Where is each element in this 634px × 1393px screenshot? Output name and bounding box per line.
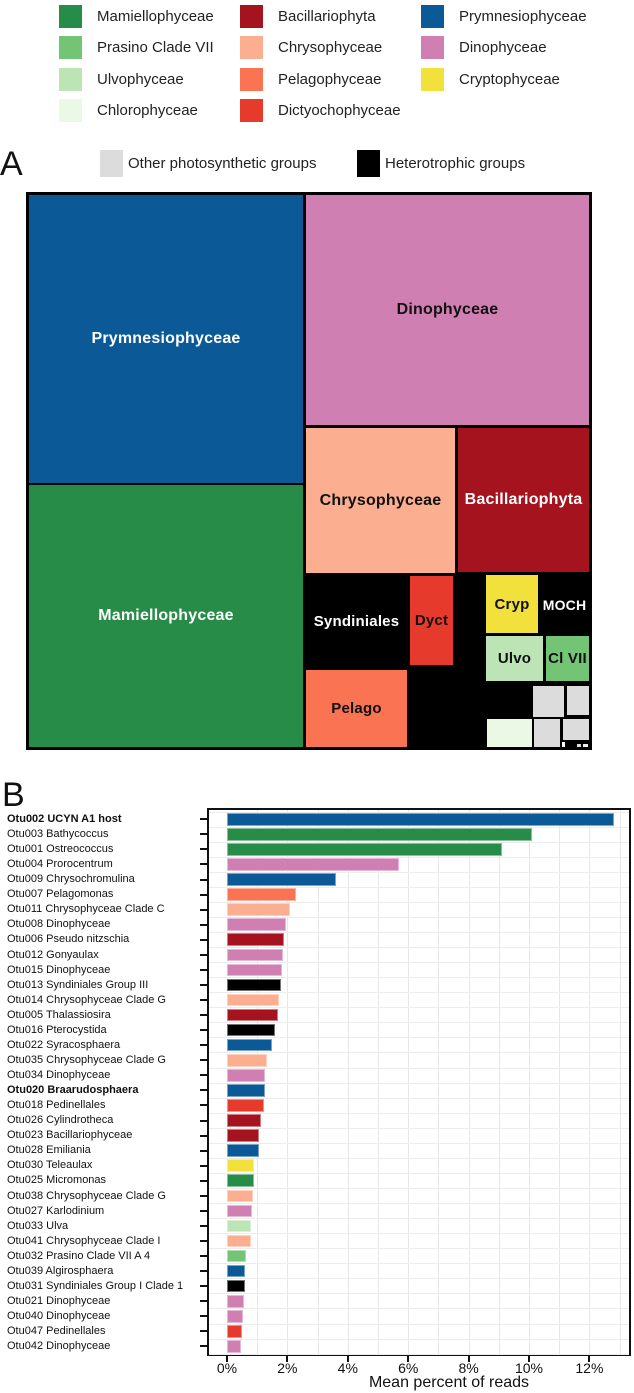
bar-otu025 (227, 1174, 254, 1187)
treemap-panel-a (26, 192, 592, 750)
legend-item-label: Chrysophyceae (278, 39, 383, 57)
y-axis-tick (200, 1330, 207, 1332)
y-axis-tick (200, 1255, 207, 1257)
bar-row-label: Otu041 Chrysophyceae Clade I (7, 1234, 161, 1247)
bar-otu030 (227, 1159, 254, 1172)
legend-item (421, 36, 587, 59)
bar-otu013 (227, 979, 281, 992)
legend-swatch (240, 5, 263, 28)
bar-otu020 (227, 1084, 265, 1097)
gridline-horizontal (209, 1098, 629, 1099)
legend-item-label: Other photosynthetic groups (128, 154, 317, 172)
bar-otu039 (227, 1265, 245, 1278)
bar-row-label: Otu023 Bacillariophyceae (7, 1129, 133, 1142)
treemap-cell-label: Mamiellophyceae (98, 607, 234, 624)
gridline-horizontal (209, 1068, 629, 1069)
y-axis-tick (200, 1044, 207, 1046)
bar-row-label: Otu004 Prorocentrum (7, 858, 113, 871)
treemap-cell-label: Cl VII (548, 650, 587, 667)
treemap-cell-cl-vii (546, 636, 589, 681)
panel-a-label: A (0, 145, 23, 183)
bar-otu041 (227, 1235, 251, 1248)
treemap-cell-moch (540, 575, 589, 635)
gridline-horizontal (209, 1248, 629, 1249)
y-axis-tick (200, 1180, 207, 1182)
legend-swatch (240, 68, 263, 91)
y-axis-tick (200, 1345, 207, 1347)
bar-otu035 (227, 1054, 267, 1067)
bar-row-label: Otu042 Dinophyceae (7, 1340, 111, 1353)
treemap-cell-other-2 (567, 686, 589, 715)
bar-row-label: Otu034 Dinophyceae (7, 1069, 111, 1082)
legend-swatch (421, 68, 444, 91)
y-axis-tick (200, 1195, 207, 1197)
gridline-horizontal (209, 1324, 629, 1325)
y-axis-tick (200, 1074, 207, 1076)
treemap-cell-cryp (486, 575, 538, 633)
gridline-horizontal (209, 1233, 629, 1234)
bar-otu012 (227, 949, 283, 962)
bar-row-label: Otu026 Cylindrotheca (7, 1114, 114, 1127)
bar-otu023 (227, 1129, 259, 1142)
legend-item (240, 5, 421, 28)
legend-swatch (59, 68, 82, 91)
bar-row-label: Otu014 Chrysophyceae Clade G (7, 993, 166, 1006)
bar-otu033 (227, 1220, 251, 1233)
x-axis-tick-label: 0% (216, 1360, 238, 1376)
gridline-horizontal (209, 1339, 629, 1340)
treemap-cell-label: Dyct (414, 612, 449, 629)
y-axis-tick (200, 1225, 207, 1227)
gridline-horizontal (209, 1037, 629, 1038)
y-axis-tick (200, 1104, 207, 1106)
y-axis-tick (200, 1150, 207, 1152)
treemap-cell-crumb-1 (562, 742, 565, 747)
legend-swatch (59, 99, 82, 122)
x-axis-tick-label: 4% (337, 1360, 358, 1376)
gridline-horizontal (209, 1278, 629, 1279)
gridline-horizontal (209, 1113, 629, 1114)
bar-otu002 (227, 813, 614, 826)
bar-otu031 (227, 1280, 245, 1293)
bar-otu016 (227, 1024, 275, 1037)
y-axis-tick (200, 863, 207, 865)
bar-row-label: Otu028 Emiliania (7, 1144, 91, 1157)
gridline-horizontal (209, 1052, 629, 1053)
legend-swatch (59, 36, 82, 59)
bar-row-label: Otu033 Ulva (7, 1219, 69, 1232)
gridline-horizontal (209, 1263, 629, 1264)
gridline-horizontal (209, 1308, 629, 1309)
bar-row-label: Otu005 Thalassiosira (7, 1008, 111, 1021)
y-axis-tick (200, 954, 207, 956)
gridline-horizontal (209, 1143, 629, 1144)
bar-row-label: Otu011 Chrysophyceae Clade C (7, 903, 165, 916)
y-axis-tick (200, 1029, 207, 1031)
bar-row-label: Otu047 Pedinellales (7, 1325, 106, 1338)
y-axis-tick (200, 1089, 207, 1091)
bar-otu040 (227, 1310, 243, 1323)
legend-swatch (240, 36, 263, 59)
bar-row-label: Otu039 Algirosphaera (7, 1264, 114, 1277)
y-axis-tick (200, 969, 207, 971)
gridline-horizontal (209, 1293, 629, 1294)
bar-row-label: Otu012 Gonyaulax (7, 948, 99, 961)
bar-otu021 (227, 1295, 244, 1308)
legend-item-label: Cryptophyceae (459, 70, 560, 88)
legend-item-label: Dinophyceae (459, 39, 547, 57)
bar-row-label: Otu003 Bathycoccus (7, 828, 109, 841)
bar-row-label: Otu035 Chrysophyceae Clade G (7, 1053, 166, 1066)
bar-otu014 (227, 994, 279, 1007)
y-axis-tick (200, 1315, 207, 1317)
bar-row-label: Otu016 Pterocystida (7, 1023, 107, 1036)
y-axis-tick (200, 1120, 207, 1122)
bar-row-label: Otu040 Dinophyceae (7, 1309, 111, 1322)
panel-b-label: B (2, 776, 25, 814)
legend-item (100, 149, 316, 177)
legend-item (240, 36, 421, 59)
legend-item-label: Bacillariophyta (278, 8, 376, 26)
y-axis-tick (200, 1270, 207, 1272)
bar-otu018 (227, 1099, 264, 1112)
legend-item (421, 5, 587, 28)
bar-otu007 (227, 888, 296, 901)
gridline-horizontal (209, 1203, 629, 1204)
bar-otu004 (227, 858, 399, 871)
x-axis-tick-label: 6% (398, 1360, 419, 1376)
x-axis-tick-label: 10% (514, 1360, 544, 1376)
bar-otu032 (227, 1250, 246, 1263)
bar-row-label: Otu020 Braarudosphaera (7, 1084, 139, 1097)
legend-item (59, 99, 240, 122)
bar-row-label: Otu032 Prasino Clade VII A 4 (7, 1249, 151, 1262)
legend-swatch (240, 99, 263, 122)
bar-otu028 (227, 1144, 259, 1157)
bar-row-label: Otu018 Pedinellales (7, 1099, 106, 1112)
bar-otu034 (227, 1069, 265, 1082)
gridline-horizontal (209, 1354, 629, 1355)
legend-swatch (357, 150, 380, 177)
bar-row-label: Otu009 Chrysochromulina (7, 873, 135, 886)
bar-row-label: Otu007 Pelagomonas (7, 888, 114, 901)
bar-otu022 (227, 1039, 272, 1052)
legend-swatch (421, 36, 444, 59)
x-axis-tick-label: 2% (277, 1360, 298, 1376)
y-axis-tick (200, 1240, 207, 1242)
bar-otu005 (227, 1009, 278, 1022)
bar-row-label: Otu021 Dinophyceae (7, 1294, 111, 1307)
legend-item-label: Prymnesiophyceae (459, 8, 587, 26)
bar-chart-x-axis-title: Mean percent of reads (368, 1374, 530, 1391)
treemap-cell-mamiellophyceae (29, 485, 303, 747)
legend (59, 1, 587, 126)
y-axis-tick (200, 879, 207, 881)
bar-row-label: Otu027 Karlodinium (7, 1204, 105, 1217)
legend-item-label: Dictyochophyceae (278, 102, 401, 120)
y-axis-tick (200, 1059, 207, 1061)
y-axis-tick (200, 939, 207, 941)
y-axis-tick (200, 1300, 207, 1302)
bar-row-label: Otu015 Dinophyceae (7, 963, 111, 976)
treemap-cell-chlorophyceae (487, 719, 532, 747)
bar-chart-row-labels (7, 810, 205, 1354)
treemap-cell-label: Ulvo (497, 650, 532, 667)
bar-row-label: Otu006 Pseudo nitzschia (7, 933, 130, 946)
bar-row-label: Otu013 Syndiniales Group III (7, 978, 149, 991)
y-axis-tick (200, 848, 207, 850)
y-axis-tick (200, 1165, 207, 1167)
gridline-horizontal (209, 1173, 629, 1174)
legend-swatch (421, 5, 444, 28)
legend-item-label: Mamiellophyceae (97, 8, 214, 26)
y-axis-tick (200, 894, 207, 896)
y-axis-tick (200, 1285, 207, 1287)
treemap-cell-crumb-3 (583, 744, 588, 747)
bar-otu009 (227, 873, 336, 886)
legend-item (240, 99, 421, 122)
gridline-horizontal (209, 1188, 629, 1189)
bar-otu038 (227, 1190, 253, 1203)
legend-item (59, 68, 240, 91)
bar-otu015 (227, 964, 282, 977)
treemap-cell-bacillariophyta (458, 428, 589, 572)
gridline-horizontal (209, 1083, 629, 1084)
bar-otu011 (227, 903, 290, 916)
treemap-cell-prymnesiophyceae (29, 195, 303, 483)
bar-otu047 (227, 1325, 242, 1338)
treemap-cell-dinophyceae (306, 195, 589, 425)
treemap-cell-label: Chrysophyceae (319, 491, 442, 509)
y-axis-tick (200, 999, 207, 1001)
treemap-cell-syndiniales (306, 576, 407, 667)
y-axis-tick (200, 1135, 207, 1137)
legend-item-label: Ulvophyceae (97, 70, 184, 88)
gridline-horizontal (209, 1158, 629, 1159)
bar-chart-plot-area (209, 810, 629, 1354)
treemap-cell-crumb-2 (577, 744, 581, 747)
bar-otu001 (227, 843, 502, 856)
x-axis-tick-label: 8% (458, 1360, 479, 1376)
bar-otu006 (227, 933, 284, 946)
treemap-cell-label: Bacillariophyta (464, 491, 583, 508)
legend-item (240, 68, 421, 91)
bar-row-label: Otu002 UCYN A1 host (7, 813, 122, 825)
treemap-cell-label: Prymnesiophyceae (91, 330, 241, 347)
legend-item-label: Prasino Clade VII (97, 39, 214, 57)
treemap-cell-label: Cryp (494, 595, 530, 613)
treemap-cell-other-4 (563, 719, 589, 740)
bar-row-label: Otu030 Teleaulax (7, 1159, 93, 1172)
legend-item-label: Heterotrophic groups (385, 154, 526, 172)
y-axis-tick (200, 909, 207, 911)
bar-otu003 (227, 828, 532, 841)
legend-item (59, 5, 240, 28)
treemap-cell-label: Dinophyceae (396, 301, 499, 318)
treemap-cell-dyct (410, 576, 453, 665)
legend-item (357, 149, 525, 177)
bar-row-label: Otu031 Syndiniales Group I Clade 1 (7, 1279, 184, 1292)
legend-item (59, 36, 240, 59)
x-axis-tick-label: 12% (575, 1360, 604, 1376)
bar-otu042 (227, 1340, 241, 1353)
bar-row-label: Otu008 Dinophyceae (7, 918, 111, 931)
y-axis-tick (200, 924, 207, 926)
bar-otu027 (227, 1205, 252, 1218)
treemap-cell-other-3 (534, 719, 560, 747)
gridline-horizontal (209, 1218, 629, 1219)
y-axis-tick (200, 984, 207, 986)
bar-row-label: Otu001 Ostreococcus (7, 843, 114, 856)
gridline-horizontal (209, 1128, 629, 1129)
y-axis-tick (200, 818, 207, 820)
legend-item-label: Chlorophyceae (97, 102, 198, 120)
legend-swatch (59, 5, 82, 28)
y-axis-tick (200, 833, 207, 835)
bar-otu008 (227, 918, 286, 931)
treemap-cell-ulvo (486, 636, 543, 681)
treemap-cell-label: MOCH (542, 597, 587, 613)
treemap-cell-label: Syndiniales (313, 613, 400, 630)
treemap-cell-label: Pelago (331, 700, 382, 717)
bar-row-label: Otu038 Chrysophyceae Clade G (7, 1189, 166, 1202)
legend-item-label: Pelagophyceae (278, 70, 382, 88)
bar-otu026 (227, 1114, 261, 1127)
y-axis-tick (200, 1014, 207, 1016)
legend-swatch (100, 150, 123, 177)
legend-item (421, 68, 587, 91)
y-axis-tick (200, 1210, 207, 1212)
treemap-cell-pelago (306, 670, 407, 747)
bar-row-label: Otu022 Syracosphaera (7, 1038, 121, 1051)
treemap-cell-chrysophyceae (306, 428, 455, 573)
bar-row-label: Otu025 Micromonas (7, 1174, 107, 1187)
treemap-cell-other-1 (533, 686, 564, 717)
